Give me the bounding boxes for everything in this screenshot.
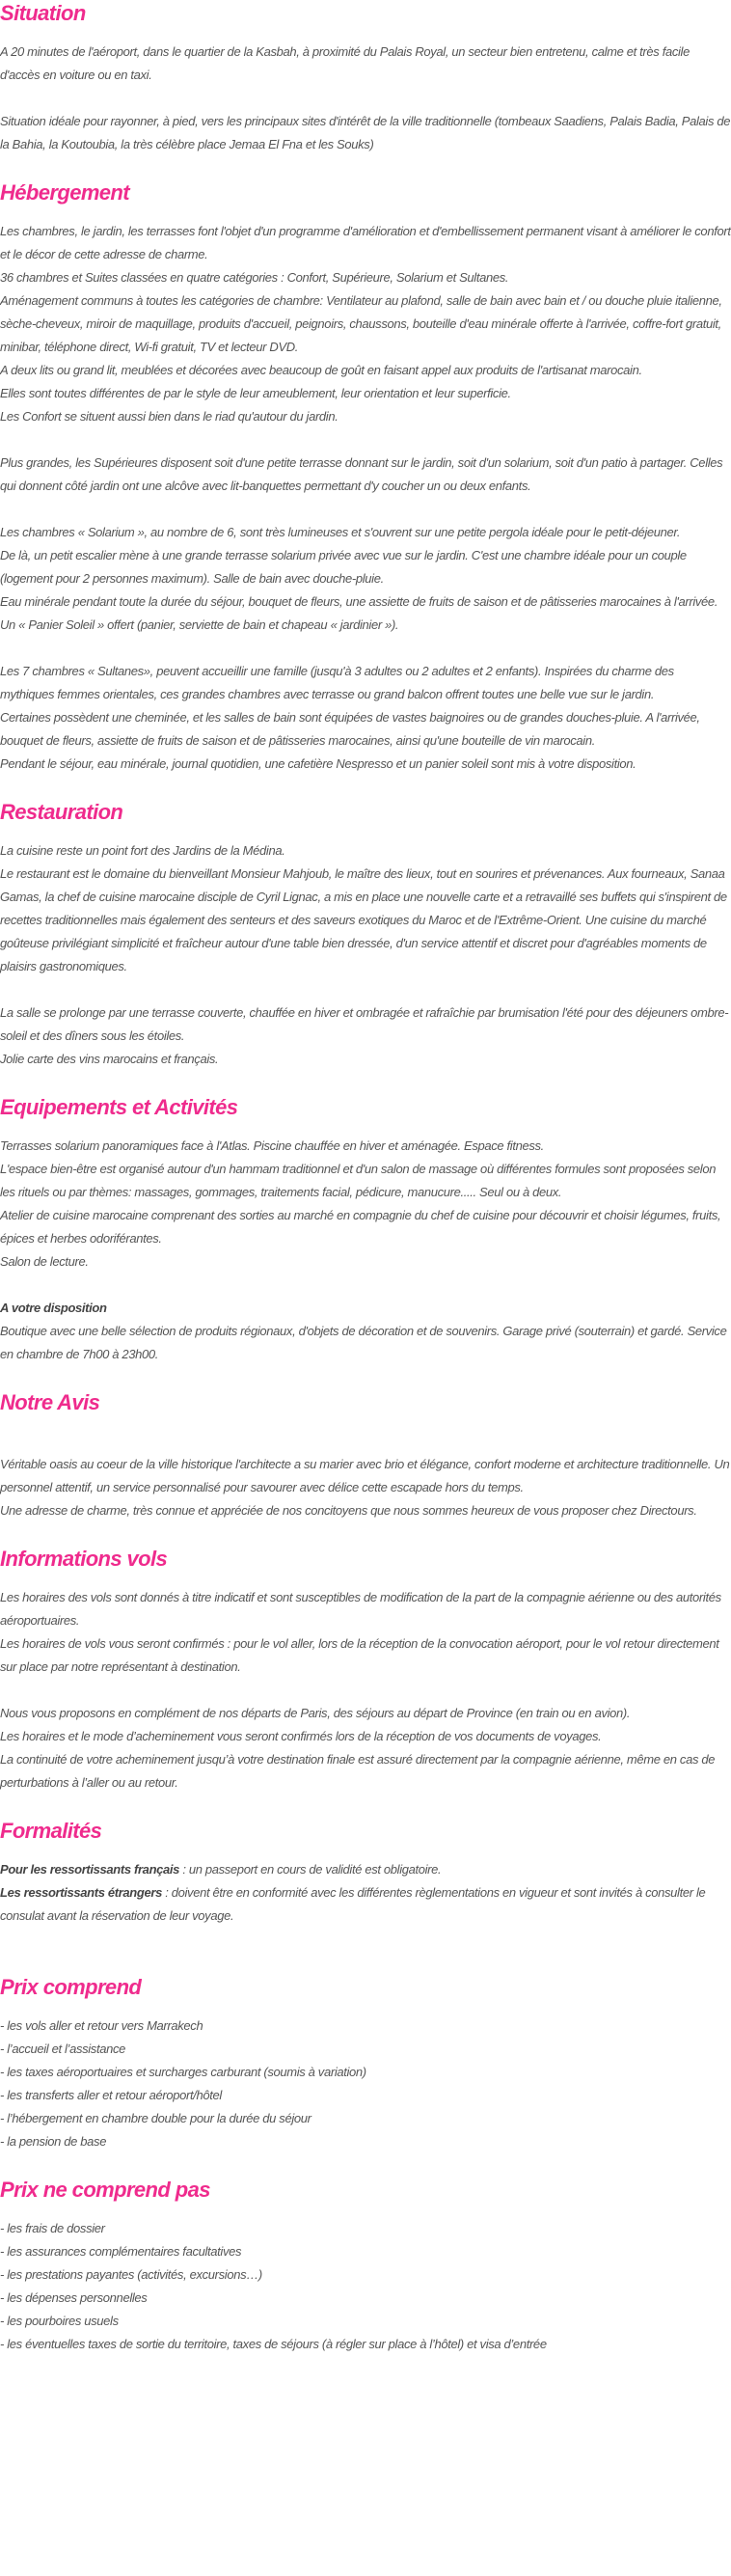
text-line: A deux lits ou grand lit, meublées et décorées avec beaucoup de goût en faisant appel aux produits de l'artisanat marocain. [0, 363, 642, 377]
section-title-notre-avis: Notre Avis [0, 1390, 100, 1414]
paragraph [0, 1135, 731, 1274]
section-prix-comprend [0, 1974, 731, 2153]
list-item: - l’hébergement en chambre double pour la durée du séjour [0, 2111, 311, 2125]
list-item: - les dépenses personnelles [0, 2290, 148, 2305]
text-line: La salle se prolonge par une terrasse couverte, chauffée en hiver et ombragée et rafraîchie par brumisation l'été pour des déjeuners ombre-soleil et des dîners sous les étoiles. [0, 1005, 729, 1043]
text-line: Aménagement communs à toutes les catégories de chambre: Ventilateur au plafond, salle de bain avec bain et / ou douche pluie italienne, sèche-cheveux, miroir de maquillage, produits d'accueil, peignoirs, chaussons, bouteille d'eau minérale offerte à l'arrivée, coffre-fort gratuit, minibar, téléphone direct, Wi-fi gratuit, TV et lecteur DVD. [0, 293, 722, 354]
paragraph: A 20 minutes de l'aéroport, dans le quartier de la Kasbah, à proximité du Palais Royal, un secteur bien entretenu, calme et très facile d'accès en voiture ou en taxi. [0, 44, 690, 82]
section-hebergement [0, 179, 731, 776]
paragraph [0, 1702, 731, 1795]
text-line: Les horaires des vols sont donnés à titre indicatif et sont susceptibles de modification de la part de la compagnie aérienne ou des autorités aéroportuaires. [0, 1590, 721, 1628]
section-formalites [0, 1818, 731, 1928]
subheading-a-votre-disposition: A votre disposition [0, 1301, 107, 1315]
paragraph [0, 1453, 731, 1522]
section-restauration [0, 799, 731, 1071]
paragraph [0, 1001, 731, 1071]
text-line: Nous vous proposons en complément de nos départs de Paris, des séjours au départ de Province (en train ou en avion). [0, 1706, 631, 1720]
text-line: De là, un petit escalier mène à une grande terrasse solarium privée avec vue sur le jardin. C'est une chambre idéale pour un couple (logement pour 2 personnes maximum). Salle de bain avec douche-pluie. [0, 548, 687, 586]
section-title-prix-ne-comprend-pas: Prix ne comprend pas [0, 2178, 210, 2202]
list-item: - les éventuelles taxes de sortie du territoire, taxes de séjours (à régler sur place à l’hôtel) et visa d’entrée [0, 2337, 547, 2351]
section-prix-ne-comprend-pas [0, 2177, 731, 2356]
text-line: Les chambres « Solarium », au nombre de 6, sont très lumineuses et s'ouvrent sur une petite pergola idéale pour le petit-déjeuner. [0, 525, 681, 539]
list-item: - les pourboires usuels [0, 2314, 119, 2328]
list-item: - les frais de dossier [0, 2221, 105, 2235]
text-line: Salon de lecture. [0, 1254, 89, 1269]
section-title-hebergement: Hébergement [0, 180, 129, 205]
list-item: - l’accueil et l’assistance [0, 2042, 125, 2056]
section-title-restauration: Restauration [0, 800, 123, 824]
paragraph [0, 220, 731, 428]
paragraph [0, 1586, 731, 1679]
text-line: Les 7 chambres « Sultanes», peuvent accueillir une famille (jusqu'à 3 adultes ou 2 adultes et 2 enfants). Inspirées du charme des mythiques femmes orientales, ces grandes chambres avec terrasse ou grand balcon offrent toutes une belle vue sur le jardin. [0, 664, 674, 701]
list-item: - les assurances complémentaires facultatives [0, 2244, 242, 2259]
section-situation [0, 0, 731, 156]
list-item: - les prestations payantes (activités, excursions…) [0, 2267, 262, 2282]
text-line: 36 chambres et Suites classées en quatre catégories : Confort, Supérieure, Solarium et Sultanes. [0, 270, 509, 285]
text-line: Le restaurant est le domaine du bienveillant Monsieur Mahjoub, le maître des lieux, tout en sourires et prévenances. Aux fourneaux, Sanaa Gamas, la chef de cuisine marocaine disciple de Cyril Lignac, a mis en place une nouvelle carte et a retravaillé ses buffets qui s'inspirent de recettes traditionnelles mais également des senteurs et des saveurs exotiques du Maroc et de l'Extrême-Orient. Une cuisine du marché goûteuse privilégiant simplicité et fraîcheur autour d'une table bien dressée, d'un service attentif et discret pour d'agréables moments de plaisirs gastronomiques. [0, 866, 727, 973]
text-line: Terrasses solarium panoramiques face à l'Atlas. Piscine chauffée en hiver et aménagée. Espace fitness. [0, 1138, 544, 1153]
section-equipements [0, 1094, 731, 1366]
text-line: Les chambres, le jardin, les terrasses font l'objet d'un programme d'amélioration et d'embellissement permanent visant à améliorer le confort et le décor de cette adresse de charme. [0, 224, 731, 261]
formalite-french-nationals [0, 1858, 731, 1881]
text-line: Véritable oasis au coeur de la ville historique l'architecte a su marier avec brio et élégance, confort moderne et architecture traditionnelle. Un personnel attentif, un service personnalisé pour savourer avec délice cette escapade hors du temps. [0, 1457, 730, 1494]
list-item: - les vols aller et retour vers Marrakech [0, 2018, 203, 2033]
paragraph [0, 1297, 731, 1366]
list-item: - les transferts aller et retour aéroport/hôtel [0, 2088, 222, 2102]
section-title-prix-comprend: Prix comprend [0, 1975, 142, 1999]
text-line: La cuisine reste un point fort des Jardins de la Médina. [0, 843, 285, 858]
paragraph [0, 521, 731, 637]
text-line: Elles sont toutes différentes de par le style de leur ameublement, leur orientation et leur superficie. [0, 386, 511, 400]
formalite-lead: Les ressortissants étrangers [0, 1885, 162, 1900]
paragraph [0, 660, 731, 776]
section-notre-avis [0, 1389, 731, 1522]
included-list [0, 2014, 731, 2153]
section-title-informations-vols: Informations vols [0, 1547, 168, 1571]
list-item: - les taxes aéroportuaires et surcharges carburant (soumis à variation) [0, 2065, 366, 2079]
text-line: Jolie carte des vins marocains et français. [0, 1052, 219, 1066]
paragraph [0, 839, 731, 978]
excluded-list [0, 2217, 731, 2356]
text-line: Les horaires et le mode d’acheminement vous seront confirmés lors de la réception de vos documents de voyages. [0, 1729, 602, 1743]
section-title-equipements: Equipements et Activités [0, 1095, 238, 1119]
text-line: Eau minérale pendant toute la durée du séjour, bouquet de fleurs, une assiette de fruits de saison et de pâtisseries marocaines à l'arrivée. Un « Panier Soleil » offert (panier, serviette de bain et chapeau « jardinier »). [0, 594, 718, 632]
section-title-formalites: Formalités [0, 1819, 102, 1843]
text-line: Atelier de cuisine marocaine comprenant des sorties au marché en compagnie du chef de cuisine pour découvrir et choisir légumes, fruits, épices et herbes odoriférantes. [0, 1208, 721, 1246]
text-line: Pendant le séjour, eau minérale, journal quotidien, une cafetière Nespresso et un panier soleil sont mis à votre disposition. [0, 756, 636, 771]
text-line: Une adresse de charme, très connue et appréciée de nos concitoyens que nous sommes heureux de vous proposer chez Directours. [0, 1503, 697, 1518]
formalite-text: : doivent être en conformité avec les différentes règlementations en vigueur et sont invités à consulter le consulat avant la réservation de leur voyage. [0, 1885, 706, 1923]
text-line: Plus grandes, les Supérieures disposent soit d'une petite terrasse donnant sur le jardin, soit d'un solarium, soit d'un patio à partager. Celles qui donnent côté jardin ont une alcôve avec lit-banquettes permettant d'y coucher un ou deux enfants. [0, 455, 723, 493]
text-line: La continuité de votre acheminement jusqu’à votre destination finale est assuré directement par la compagnie aérienne, même en cas de perturbations à l’aller ou au retour. [0, 1752, 716, 1790]
text-line: Les Confort se situent aussi bien dans le riad qu'autour du jardin. [0, 409, 338, 424]
formalite-text: : un passeport en cours de validité est obligatoire. [179, 1862, 442, 1877]
paragraph: Situation idéale pour rayonner, à pied, vers les principaux sites d'intérêt de la ville traditionnelle (tombeaux Saadiens, Palais Badia, Palais de la Bahia, la Koutoubia, la très célèbre place Jemaa El Fna et les Souks) [0, 114, 731, 151]
text-line: L'espace bien-être est organisé autour d'un hammam traditionnel et d'un salon de massage où différentes formules sont proposées selon les rituels ou par thèmes: massages, gommages, traitements facial, pédicure, manucure..... Seul ou à deux. [0, 1162, 717, 1199]
text-line: Boutique avec une belle sélection de produits régionaux, d'objets de décoration et de souvenirs. Garage privé (souterrain) et gardé. Service en chambre de 7h00 à 23h00. [0, 1324, 727, 1361]
text-line: Les horaires de vols vous seront confirmés : pour le vol aller, lors de la réception de la convocation aéroport, pour le vol retour directement sur place par notre représentant à destination. [0, 1636, 719, 1674]
text-line: Certaines possèdent une cheminée, et les salles de bain sont équipées de vastes baignoires ou de grandes douches-pluie. A l'arrivée, bouquet de fleurs, assiette de fruits de saison et de pâtisseries marocaines, ainsi qu'une bouteille de vin marocain. [0, 710, 700, 748]
section-informations-vols [0, 1546, 731, 1795]
section-title-situation: Situation [0, 1, 86, 25]
paragraph [0, 452, 731, 498]
list-item: - la pension de base [0, 2134, 107, 2149]
formalite-foreign-nationals [0, 1881, 731, 1928]
formalite-lead: Pour les ressortissants français [0, 1862, 180, 1877]
paragraph [0, 1858, 731, 1928]
